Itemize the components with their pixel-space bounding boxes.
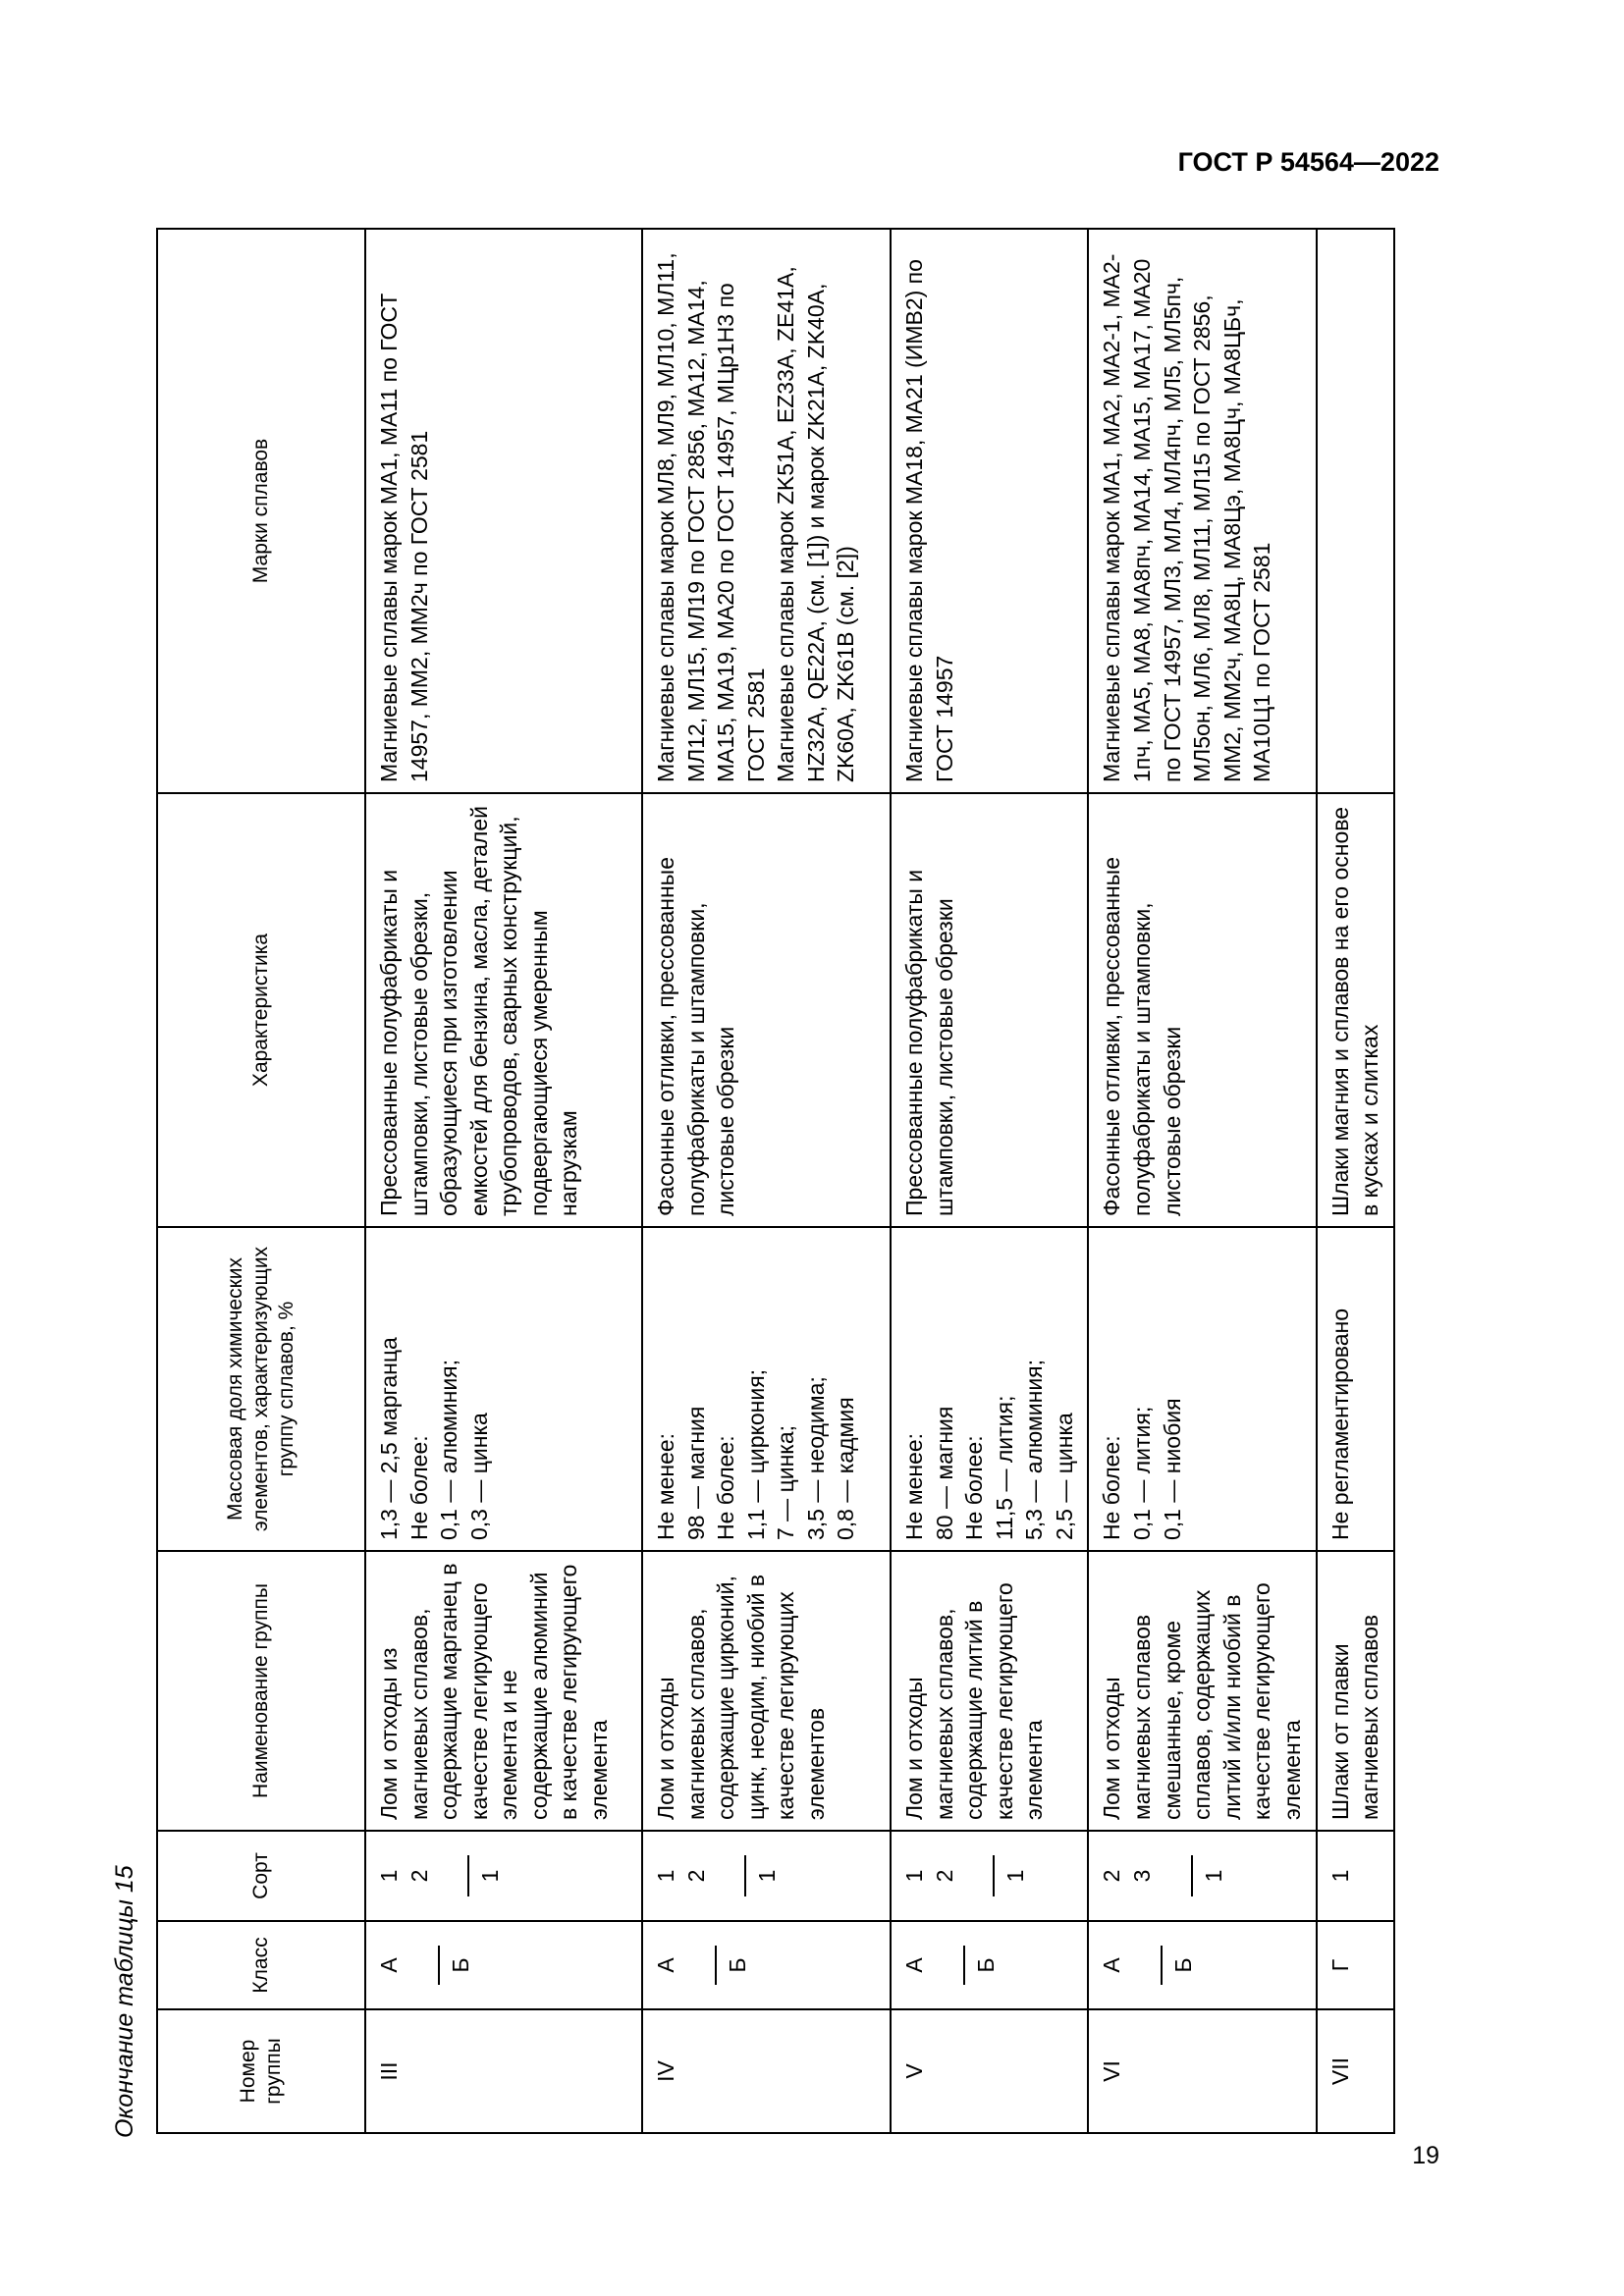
page-number: 19 [1412,2142,1439,2169]
group-name: Лом и отходы магниевых сплавов смешанные, кроме сплавов, содержащих литий и/или ниобий в качестве легирующего элемента [1088,1551,1316,1831]
characteristic: Фасонные отливки, прессованные полуфабрикаты и штамповки, листовые обрезки [642,793,891,1227]
table-row [365,229,642,2133]
sort-cell: 1 2 1 [642,1831,891,1921]
class-cell: А Б [1088,1921,1316,2009]
alloy-grades: Магниевые сплавы марок МЛ8, МЛ9, МЛ10, МЛ11, МЛ12, МЛ15, МЛ19 по ГОСТ 2856, МА12, МА14, МА15, МА19, МА20 по ГОСТ 14957, МЦр1Н3 по ГОСТ 2581 Магниевые сплавы марок ZK51A, EZ33A, ZE41A, HZ32A, QE22A, (см. [1]) и марок ZK21A, ZK40A, ZK60A, ZK61B (см. [2]) [642,229,891,793]
mass-fraction: Не регламентировано [1317,1227,1394,1551]
table-header-row [157,229,365,2133]
col-header-class: Класс [157,1921,365,2009]
group-number: IV [642,2009,891,2133]
table-row [642,229,891,2133]
table-row [1088,229,1316,2133]
col-header-mass-fraction: Массовая доля химических элементов, характеризующих группу сплавов, % [157,1227,365,1551]
class-cell: А Б [891,1921,1088,2009]
alloy-grades: Магниевые сплавы марок МА18, МА21 (ИМВ2) по ГОСТ 14957 [891,229,1088,793]
group-name: Лом и отходы магниевых сплавов, содержащие цирконий, цинк, неодим, ниобий в качестве легирующих элементов [642,1551,891,1831]
mass-fraction: Не менее: 80 — магния Не более: 11,5 — лития; 5,3 — алюминия; 2,5 — цинка [891,1227,1088,1551]
sort-cell: 2 3 1 [1088,1831,1316,1921]
group-number: VI [1088,2009,1316,2133]
col-header-group-name: Наименование группы [157,1551,365,1831]
group-number: III [365,2009,642,2133]
data-table [156,228,1395,2134]
class-cell: Г [1317,1921,1394,2009]
mass-fraction: 1,3 — 2,5 марганца Не более: 0,1 — алюминия; 0,3 — цинка [365,1227,642,1551]
alloy-grades: Магниевые сплавы марок МА1, МА11 по ГОСТ 14957, ММ2, ММ2ч по ГОСТ 2581 [365,229,642,793]
sort-cell: 1 [1317,1831,1394,1921]
alloy-grades [1317,229,1394,793]
group-name: Шлаки от плавки магниевых сплавов [1317,1551,1394,1831]
table-row [1317,229,1394,2133]
col-header-alloy-grades: Марки сплавов [157,229,365,793]
table-caption: Окончание таблицы 15 [111,1865,138,2138]
col-header-characteristic: Характеристика [157,793,365,1227]
characteristic: Фасонные отливки, прессованные полуфабрикаты и штамповки, листовые обрезки [1088,793,1316,1227]
class-cell: А Б [642,1921,891,2009]
characteristic: Прессованные полуфабрикаты и штамповки, листовые обрезки, образующиеся при изготовлении емкостей для бензина, масла, деталей трубопроводов, сварных конструкций, подвергающиеся умеренным нагрузкам [365,793,642,1227]
mass-fraction: Не более: 0,1 — лития; 0,1 — ниобия [1088,1227,1316,1551]
table-row [891,229,1088,2133]
group-name: Лом и отходы из магниевых сплавов, содержащие марганец в качестве легирующего элемента и не содержащие алюминий в качестве легирующего элемента [365,1551,642,1831]
class-cell: А Б [365,1921,642,2009]
group-number: VII [1317,2009,1394,2133]
characteristic: Прессованные полуфабрикаты и штамповки, листовые обрезки [891,793,1088,1227]
rotated-table-container [156,230,1383,2134]
col-header-sort: Сорт [157,1831,365,1921]
characteristic: Шлаки магния и сплавов на его основе в кусках и слитках [1317,793,1394,1227]
mass-fraction: Не менее: 98 — магния Не более: 1,1 — циркония; 7 — цинка; 3,5 — неодима; 0,8 — кадмия [642,1227,891,1551]
sort-cell: 1 2 1 [365,1831,642,1921]
group-name: Лом и отходы магниевых сплавов, содержащие литий в качестве легирующего элемента [891,1551,1088,1831]
document-header: ГОСТ Р 54564—2022 [1177,147,1439,177]
alloy-grades: Магниевые сплавы марок МА1, МА2, МА2-1, МА2-1пч, МА5, МА8, МА8пч, МА14, МА15, МА17, МА20 по ГОСТ 14957, МЛ3, МЛ4, МЛ4пч, МЛ5, МЛ5пч, МЛ5он, МЛ6, МЛ8, МЛ11, МЛ15 по ГОСТ 2856, ММ2, ММ2ч, МА8Ц, МА8Цэ, МА8Цч, МА8ЦБч, МА10Ц1 по ГОСТ 2581 [1088,229,1316,793]
sort-cell: 1 2 1 [891,1831,1088,1921]
col-header-group-number: Номер группы [157,2009,365,2133]
group-number: V [891,2009,1088,2133]
